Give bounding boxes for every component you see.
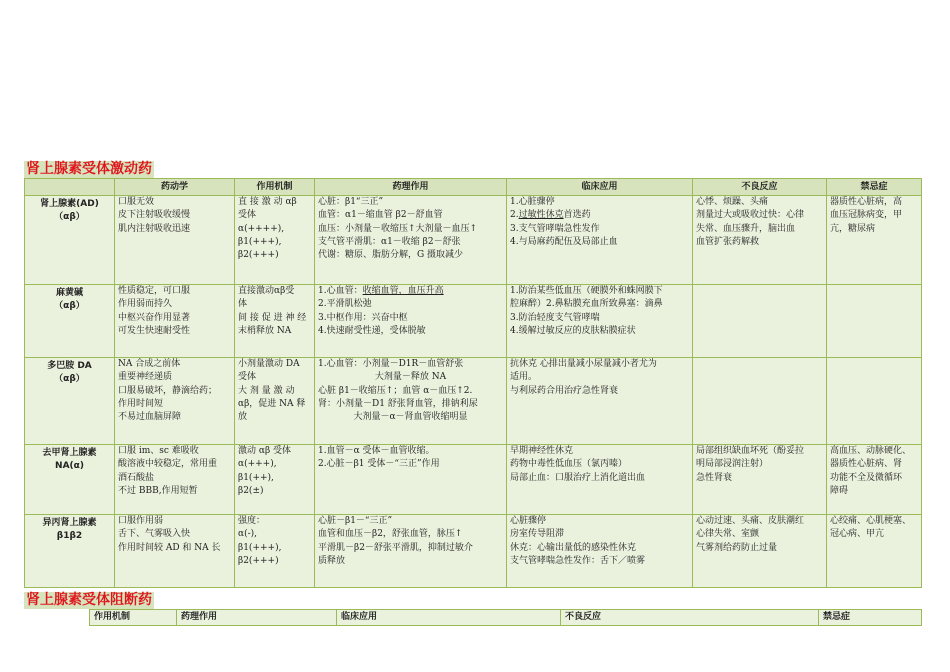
pk-line: 可发生快速耐受性 (118, 325, 191, 336)
header-pharmacology: 药理作用 (315, 179, 507, 196)
mech-line: β2(±) (238, 485, 264, 496)
mech-line: 放 (238, 412, 248, 423)
clinical-cell (507, 358, 693, 445)
drug-name: 异丙肾上腺素 (42, 518, 97, 528)
pharm-line: 血管和血压－β2，舒张血管，脉压↑ (318, 529, 463, 540)
contra-line: 功能不全及微循环 (830, 472, 903, 483)
mech-line: α(++++), (238, 223, 285, 234)
pk-line: 作用时间较 AD 和 NA 长 (118, 542, 221, 553)
adverse-line: 剂量过大或吸收过快：心律 (696, 210, 805, 221)
pharm-line: 1.血管－α 受体－血管收缩。 (318, 446, 435, 456)
mech-line: 受体 (238, 210, 257, 221)
adverse-line: 气雾剂给药防止过量 (696, 542, 778, 553)
pk-cell (115, 358, 235, 445)
clinical-cell (507, 445, 693, 515)
contra-line: 冠心病、甲亢 (830, 529, 885, 540)
blockers-header-adverse: 不良反应 (561, 610, 819, 626)
contra-cell (827, 445, 922, 515)
blockers-header-pharmacology: 药理作用 (177, 610, 337, 626)
pharm-line: 平滑肌－β2－舒张平滑肌，抑制过敏介 (318, 542, 473, 553)
adverse-line: 失常、血压骤升，脑出血 (696, 223, 796, 234)
agonists-section-title: 肾上腺素受体激动药 (26, 161, 152, 177)
pharmacology-cell (315, 285, 507, 358)
pk-line: 肌内注射吸收迅速 (118, 223, 191, 234)
mech-line: β1(+++), (238, 542, 282, 553)
adverse-line: 心律失常、室颤 (696, 529, 760, 540)
contra-line: 器质性心脏病、肾 (830, 459, 903, 470)
clinical-line: 3.支气管哮喘急性发作 (510, 223, 600, 234)
drug-receptor: （αβ） (54, 301, 85, 312)
drug-name-cell (25, 515, 115, 588)
mech-line: 激动 αβ 受体 (238, 446, 292, 456)
pk-line: 性质稳定，可口服 (118, 286, 191, 296)
header-clinical: 临床应用 (507, 179, 693, 196)
mechanism-cell (235, 445, 315, 515)
pharmacology-cell (315, 445, 507, 515)
pk-line: 口服易破坏，静滴给药； (118, 385, 218, 396)
mech-line: α(-), (238, 529, 258, 540)
pharm-line: 支气管平滑肌：α1－收缩 β2－舒张 (318, 236, 461, 247)
clinical-line: 与利尿药合用治疗急性肾衰 (510, 385, 619, 396)
clinical-cell (507, 196, 693, 285)
clinical-line: 药物中毒性低血压（氯丙嗪） (510, 459, 628, 470)
clinical-line: 4.与局麻药配伍及局部止血 (510, 236, 618, 247)
pharm-line: 2.平滑肌松弛 (318, 299, 372, 310)
pharm-line: 心脏 β1－收缩压↑；血管 α－血压↑2. (318, 385, 473, 396)
mech-line: 大 剂 量 激 动 (238, 385, 295, 396)
contra-line: 障碍 (830, 485, 849, 496)
drug-name-cell (25, 196, 115, 285)
header-blank-cell (25, 179, 115, 196)
pk-cell (115, 196, 235, 285)
pharmacology-cell (315, 196, 507, 285)
pk-line: 口服无效 (118, 197, 155, 207)
adverse-cell (693, 445, 827, 515)
underlined-text: 收缩血管，血压升高 (362, 286, 444, 296)
mechanism-cell (235, 358, 315, 445)
table-row (25, 285, 922, 358)
mech-line: 体 (238, 299, 248, 310)
drug-receptor: （αβ） (54, 212, 85, 223)
pk-line: 口服作用弱 (118, 516, 164, 526)
adverse-line: 心动过速、头痛、皮肤潮红 (696, 516, 805, 526)
pharm-line: 大剂量－α－肾血管收缩明显 (353, 412, 468, 423)
drug-name: 去甲肾上腺素 (42, 448, 97, 458)
mech-line: 小剂量激动 DA (238, 359, 300, 369)
contra-cell (827, 358, 922, 445)
contra-line: 血压冠脉病变，甲 (830, 210, 903, 221)
mechanism-cell (235, 285, 315, 358)
table-row (25, 445, 922, 515)
pk-line: 口服 im、sc 难吸收 (118, 446, 199, 456)
header-contraindications: 禁忌症 (827, 179, 922, 196)
pk-line: 不过 BBB,作用短暂 (118, 485, 198, 496)
mech-line: 受体 (238, 372, 257, 383)
table-row (25, 515, 922, 588)
header-mechanism: 作用机制 (235, 179, 315, 196)
pharm-line: 心脏：β1“三正” (318, 197, 384, 207)
blockers-section-title: 肾上腺素受体阻断药 (26, 592, 152, 608)
drug-name-cell (25, 358, 115, 445)
clinical-line: 抗休克 心排出量减小尿量减小者尤为 (510, 359, 657, 369)
adverse-cell (693, 285, 827, 358)
mech-line: 间 接 促 进 神 经 (238, 312, 307, 323)
mech-line: β2(+++) (238, 250, 279, 261)
drug-name-cell (25, 285, 115, 358)
pharmacology-cell (315, 358, 507, 445)
adverse-line: 急性肾衰 (696, 472, 733, 483)
pk-line: 皮下注射吸收缓慢 (118, 210, 191, 221)
pharm-line: 血管：α1－缩血管 β2－舒血管 (318, 210, 443, 221)
drug-name-cell (25, 445, 115, 515)
clinical-line: 休克：心输出量低的感染性休克 (510, 542, 637, 553)
pk-line: 中枢兴奋作用显著 (118, 312, 191, 323)
blockers-table (89, 609, 922, 626)
pk-line: 酸溶液中较稳定，常用重 (118, 459, 218, 470)
contra-line: 亢，糖尿病 (830, 223, 876, 234)
mech-line: 强度： (238, 516, 266, 526)
pk-line: 作用弱而持久 (118, 299, 173, 310)
pharm-line: 3.中枢作用：兴奋中枢 (318, 312, 408, 323)
clinical-line: 4.缓解过敏反应的皮肤粘膜症状 (510, 325, 636, 336)
clinical-line: 房室传导阻滞 (510, 529, 565, 540)
drug-receptor: （αβ） (54, 374, 85, 385)
mech-line: 直接激动αβ受 (238, 286, 295, 296)
pk-cell (115, 285, 235, 358)
drug-name: 肾上腺素(AD) (40, 199, 99, 209)
pk-line: 不易过血脑屏障 (118, 412, 182, 423)
drug-name: 麻黄碱 (55, 288, 83, 298)
mech-line: αβ，促进 NA 释 (238, 398, 306, 409)
clinical-line: 腔麻醉）2.鼻粘膜充血所致鼻塞：滴鼻 (510, 299, 663, 310)
adverse-line: 明局部浸润注射） (696, 459, 769, 470)
pharm-line: 肾：小剂量－D1 舒张肾血管，排钠利尿 (318, 398, 478, 409)
pharm-line: 大剂量－释放 NA (374, 372, 447, 383)
agonists-header-row (25, 179, 922, 196)
mech-line: 直 接 激 动 αβ (238, 197, 297, 207)
drug-receptor: NA(α) (55, 461, 84, 472)
clinical-line-underlined: 2.过敏性休克首选药 (510, 210, 591, 221)
mech-line: β1(++), (238, 472, 274, 483)
contra-line: 心绞痛、心肌梗塞、 (830, 516, 912, 526)
blockers-header-clinical: 临床应用 (337, 610, 561, 626)
mech-line: β2(+++) (238, 555, 279, 566)
pk-line: 重要神经递质 (118, 372, 173, 383)
header-pk: 药动学 (115, 179, 235, 196)
pharmacology-cell (315, 515, 507, 588)
clinical-line: 支气管哮喘急性发作：舌下／喷雾 (510, 555, 646, 566)
pharm-line: 1.心血管：小剂量－D1R－血管舒张 (318, 359, 464, 369)
pharm-line: 2.心脏－β1 受体－“三正”作用 (318, 459, 440, 470)
adverse-line: 局部组织缺血坏死（酚妥拉 (696, 446, 805, 456)
clinical-line: 早期神经性休克 (510, 446, 574, 456)
adverse-line: 血管扩张药解救 (696, 236, 760, 247)
pk-cell (115, 445, 235, 515)
underlined-text: 过敏性休克 (518, 210, 564, 221)
pharm-line: 代谢：糖原、脂肪分解，G 摄取减少 (318, 250, 464, 261)
adverse-cell (693, 358, 827, 445)
pk-line: 舌下、气雾吸入快 (118, 529, 191, 540)
clinical-cell (507, 285, 693, 358)
header-adverse: 不良反应 (693, 179, 827, 196)
drug-receptor: β1β2 (56, 531, 83, 542)
clinical-line: 适用。 (510, 372, 538, 383)
contra-cell (827, 285, 922, 358)
adverse-line: 心悸、烦躁、头痛 (696, 197, 769, 207)
adverse-cell (693, 515, 827, 588)
clinical-cell (507, 515, 693, 588)
pharm-line: 质释放 (318, 555, 346, 566)
clinical-line: 3.防治轻度支气管哮喘 (510, 312, 600, 323)
pharm-line-underlined: 1.心血管：收缩血管，血压升高 (318, 286, 444, 296)
mechanism-cell (235, 515, 315, 588)
clinical-line: 1.心脏骤停 (510, 197, 555, 207)
clinical-line: 心脏骤停 (510, 516, 547, 526)
pk-line: NA 合成之前体 (118, 359, 181, 369)
agonists-table (24, 178, 922, 588)
pharm-line: 心脏－β1－“三正” (318, 516, 393, 526)
pharm-line: 4.快速耐受性递，受体脱敏 (318, 325, 426, 336)
blockers-header-contraindications: 禁忌症 (819, 610, 922, 626)
pk-cell (115, 515, 235, 588)
mech-line: α(+++), (238, 459, 277, 470)
adverse-cell (693, 196, 827, 285)
pk-line: 酒石酸盐 (118, 472, 155, 483)
pharm-line: 血压：小剂量－收缩压↑大剂量－血压↑ (318, 223, 478, 234)
contra-line: 器质性心脏病，高 (830, 197, 903, 207)
table-row (25, 196, 922, 285)
contra-cell (827, 515, 922, 588)
pk-line: 作用时间短 (118, 398, 164, 409)
blockers-header-mechanism: 作用机制 (90, 610, 177, 626)
clinical-line: 1.防治某些低血压（硬膜外和蛛网膜下 (510, 286, 663, 296)
mech-line: β1(+++), (238, 236, 282, 247)
mech-line: 末梢释放 NA (238, 325, 292, 336)
contra-cell (827, 196, 922, 285)
mechanism-cell (235, 196, 315, 285)
contra-line: 高血压、动脉硬化、 (830, 446, 912, 456)
drug-name: 多巴胺 DA (47, 361, 92, 371)
table-row (25, 358, 922, 445)
clinical-line: 局部止血：口服治疗上消化道出血 (510, 472, 646, 483)
blockers-header-row (90, 610, 922, 626)
